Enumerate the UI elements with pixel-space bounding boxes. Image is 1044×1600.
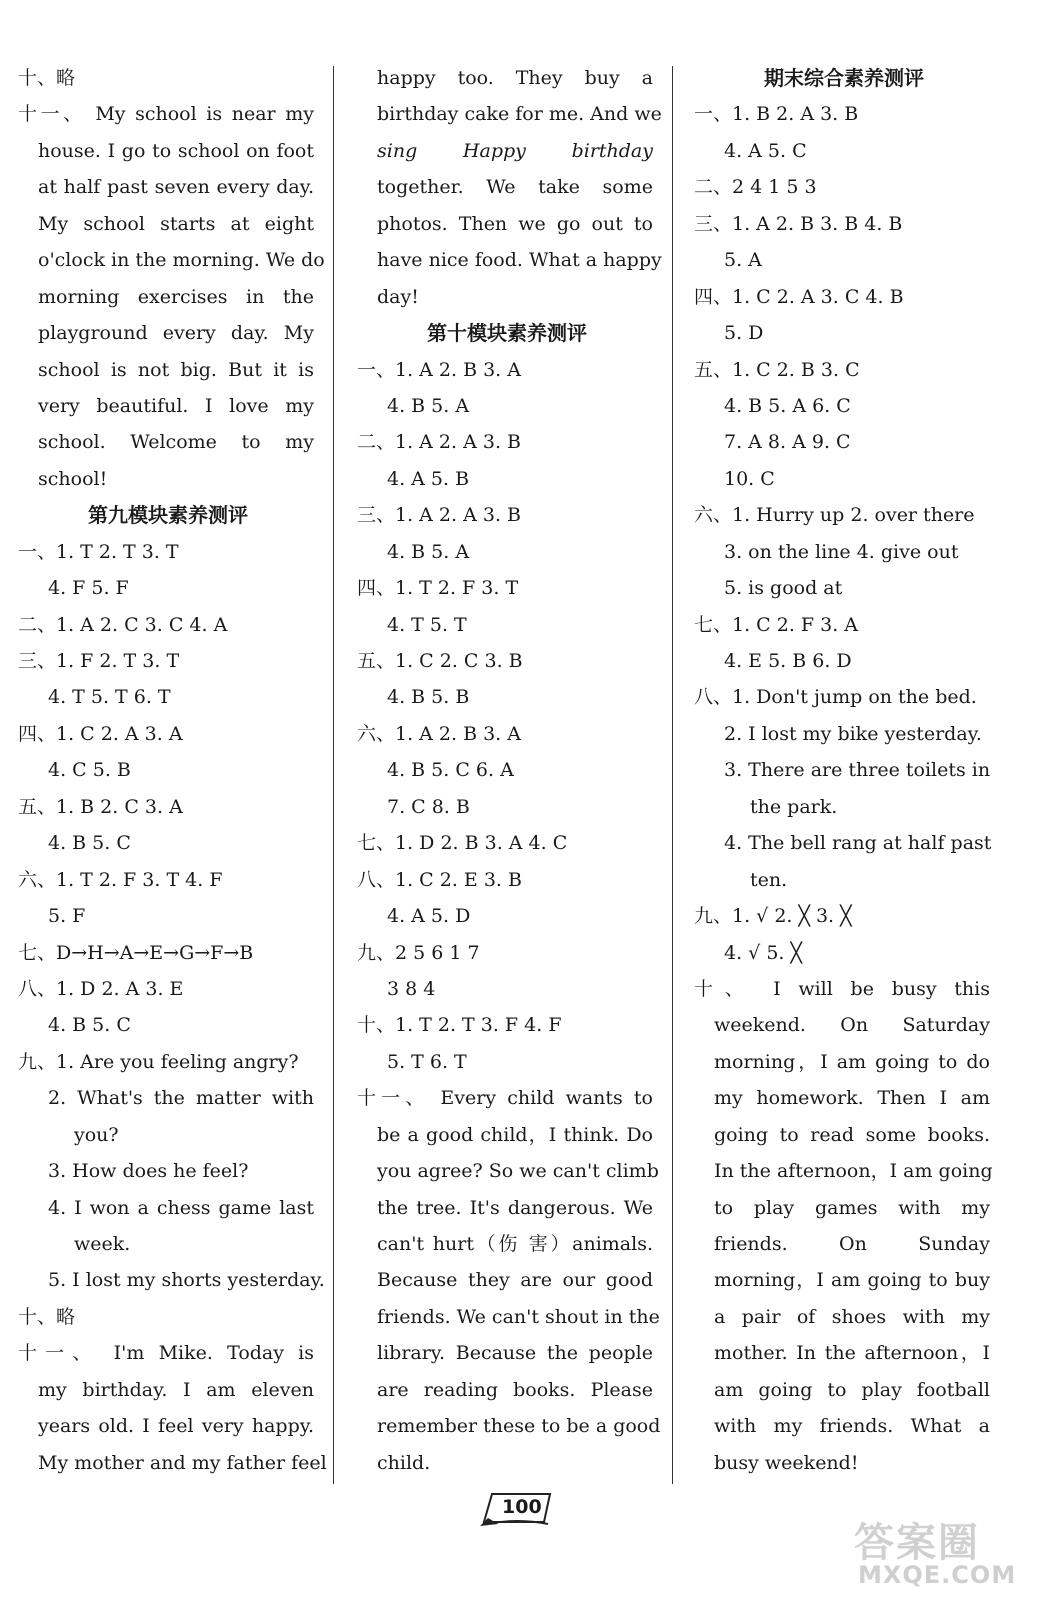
text-line: playground every day. My: [38, 322, 314, 345]
text-line: friends. On Sunday: [714, 1233, 990, 1255]
page-number: 100: [502, 1496, 542, 1518]
text-line: to play games with my: [714, 1196, 990, 1219]
text-line: 二、1. A 2. A 3. B: [357, 431, 521, 454]
watermark: [850, 1505, 1040, 1600]
text-line: a pair of shoes with my: [714, 1305, 990, 1328]
text-line: you?: [74, 1123, 119, 1146]
column-right: [694, 60, 994, 1481]
text-line: 十、1. T 2. T 3. F 4. F: [357, 1014, 562, 1037]
text-line: day!: [377, 285, 419, 308]
text-line: 六、1. T 2. F 3. T 4. F: [18, 868, 223, 891]
text-line: 2. What's the matter with: [48, 1087, 314, 1110]
text-line: 一、1. B 2. A 3. B: [694, 103, 859, 126]
text-line: with my friends. What a: [714, 1415, 990, 1438]
text-line: 3. There are three toilets in: [724, 759, 991, 782]
text-line: birthday cake for me. And we: [377, 103, 662, 126]
text-line: busy weekend!: [714, 1451, 859, 1474]
text-line: 5. F: [48, 905, 86, 928]
text-line: ten.: [750, 868, 788, 891]
text-line: Because they are our good: [377, 1269, 653, 1292]
text-line: morning，I am going to buy: [714, 1269, 990, 1292]
text-line: 二、2 4 1 5 3: [694, 176, 817, 199]
text-line: school is not big. But it is: [38, 358, 314, 381]
text-line: 五、1. C 2. B 3. C: [694, 358, 860, 381]
text-line: 八、1. Don't jump on the bed.: [694, 686, 977, 709]
text-line: 六、1. Hurry up 2. over there: [694, 504, 975, 527]
text-line: together. We take some: [377, 176, 653, 199]
text-line: 4. B 5. B: [387, 686, 470, 709]
text-line: 4. A 5. C: [724, 139, 807, 162]
text-line: 九、2 5 6 1 7: [357, 941, 480, 964]
text-line: 十、略: [18, 67, 76, 89]
text-line: the park.: [750, 795, 838, 818]
text-line: My mother and my father feel: [38, 1451, 327, 1474]
text-line: 4. F 5. F: [48, 577, 129, 600]
text-line: remember these to be a good: [377, 1415, 661, 1438]
text-line: 五、1. C 2. C 3. B: [357, 650, 523, 672]
text-line: 4. The bell rang at half past: [724, 832, 992, 855]
column-divider: [333, 66, 334, 1484]
text-line: 十一、 My school is near my: [18, 103, 314, 126]
text-line: 4. E 5. B 6. D: [724, 650, 852, 672]
text-line: 4. I won a chess game last: [48, 1196, 314, 1219]
text-line: the tree. It's dangerous. We: [377, 1196, 653, 1219]
text-line: 十、略: [18, 1305, 76, 1328]
text-line: 二、1. A 2. C 3. C 4. A: [18, 613, 228, 636]
text-line: photos. Then we go out to: [377, 212, 653, 235]
text-line: you agree? So we can't climb: [377, 1160, 659, 1183]
text-line: sing Happy birthday: [377, 139, 653, 162]
text-line: morning，I am going to do: [714, 1050, 990, 1073]
text-line: weekend. On Saturday: [714, 1014, 990, 1037]
text-line: week.: [74, 1233, 131, 1255]
text-line: 4. C 5. B: [48, 759, 131, 782]
text-line: 十一、 Every child wants to: [357, 1087, 653, 1110]
text-line: my birthday. I am eleven: [38, 1378, 314, 1401]
watermark-logo: 答案圈: [854, 1520, 980, 1566]
text-line: can't hurt（伤 害）animals.: [377, 1233, 653, 1255]
page-number-badge: [478, 1488, 558, 1528]
text-line: 3 8 4: [387, 977, 436, 1000]
text-line: at half past seven every day.: [38, 176, 314, 199]
text-line: 九、1. Are you feeling angry?: [18, 1050, 299, 1073]
text-line: 三、1. A 2. B 3. B 4. B: [694, 212, 903, 235]
text-line: 4. T 5. T 6. T: [48, 686, 171, 709]
text-line: mother. In the afternoon，I: [714, 1342, 990, 1365]
text-line: 4. T 5. T: [387, 613, 467, 636]
text-line: be a good child，I think. Do: [377, 1123, 653, 1146]
text-line: 4. A 5. D: [387, 905, 471, 928]
text-line: 三、1. A 2. A 3. B: [357, 504, 521, 527]
text-line: very beautiful. I love my: [38, 394, 314, 417]
text-line: 5. I lost my shorts yesterday.: [48, 1269, 325, 1292]
text-line: 六、1. A 2. B 3. A: [357, 722, 521, 745]
section-heading: 期末综合素养测评: [764, 66, 924, 90]
text-line: 10. C: [724, 467, 775, 490]
column-divider: [672, 66, 673, 1484]
text-line: o'clock in the morning. We do: [38, 249, 325, 272]
text-line: 四、1. C 2. A 3. C 4. B: [694, 285, 904, 308]
section-heading: 第十模块素养测评: [427, 321, 587, 346]
text-line: going to read some books.: [714, 1123, 990, 1146]
text-line: have nice food. What a happy: [377, 249, 662, 272]
text-line: 八、1. D 2. A 3. E: [18, 977, 184, 1000]
text-line: 九、1. √ 2. ╳ 3. ╳: [694, 905, 852, 928]
text-line: 4. √ 5. ╳: [724, 941, 802, 964]
text-line: 4. B 5. A: [387, 394, 470, 417]
text-line: 七、D→H→A→E→G→F→B: [18, 941, 254, 964]
column-left: [18, 60, 327, 1481]
text-line: 三、1. F 2. T 3. T: [18, 650, 180, 672]
text-line: 四、1. C 2. A 3. A: [18, 722, 183, 745]
text-line: 7. C 8. B: [387, 795, 470, 818]
column-middle: [357, 60, 662, 1481]
text-line: 七、1. D 2. B 3. A 4. C: [357, 832, 568, 855]
text-line: friends. We can't shout in the: [377, 1305, 660, 1328]
text-line: school. Welcome to my: [38, 431, 314, 454]
text-line: happy too. They buy a: [377, 67, 653, 89]
text-line: 一、1. A 2. B 3. A: [357, 358, 521, 381]
watermark-url: MXQE.COM: [858, 1561, 1017, 1589]
text-line: 4. A 5. B: [387, 467, 470, 490]
text-line: school!: [38, 467, 108, 490]
text-line: child.: [377, 1451, 431, 1474]
text-line: 3. on the line 4. give out: [724, 540, 959, 563]
text-line: In the afternoon，I am going: [714, 1160, 993, 1183]
text-line: My school starts at eight: [38, 212, 314, 235]
text-line: 3. How does he feel?: [48, 1160, 249, 1183]
text-line: 5. is good at: [724, 577, 843, 600]
text-line: 十一、 I'm Mike. Today is: [18, 1342, 314, 1365]
text-line: 四、1. T 2. F 3. T: [357, 577, 519, 600]
section-heading: 第九模块素养测评: [88, 503, 248, 528]
text-line: my homework. Then I am: [714, 1087, 990, 1110]
text-line: 4. B 5. A: [387, 540, 470, 563]
text-line: 七、1. C 2. F 3. A: [694, 613, 859, 636]
text-line: 4. B 5. C: [48, 832, 131, 855]
text-line: am going to play football: [714, 1378, 990, 1401]
text-line: 一、1. T 2. T 3. T: [18, 540, 179, 563]
text-line: years old. I feel very happy.: [38, 1415, 314, 1438]
text-line: library. Because the people: [377, 1342, 653, 1365]
text-line: 4. B 5. C: [48, 1014, 131, 1037]
text-line: 八、1. C 2. E 3. B: [357, 868, 522, 891]
text-line: morning exercises in the: [38, 285, 314, 308]
text-line: 5. D: [724, 322, 764, 345]
text-line: 2. I lost my bike yesterday.: [724, 722, 982, 745]
text-line: 4. B 5. A 6. C: [724, 394, 851, 417]
text-line: 十、 I will be busy this: [694, 977, 990, 1000]
text-line: are reading books. Please: [377, 1378, 653, 1401]
text-line: house. I go to school on foot: [38, 139, 314, 162]
text-line: 4. B 5. C 6. A: [387, 759, 514, 782]
text-line: 5. T 6. T: [387, 1050, 467, 1073]
text-line: 五、1. B 2. C 3. A: [18, 795, 183, 818]
text-line: 5. A: [724, 249, 762, 272]
text-line: 7. A 8. A 9. C: [724, 431, 851, 454]
